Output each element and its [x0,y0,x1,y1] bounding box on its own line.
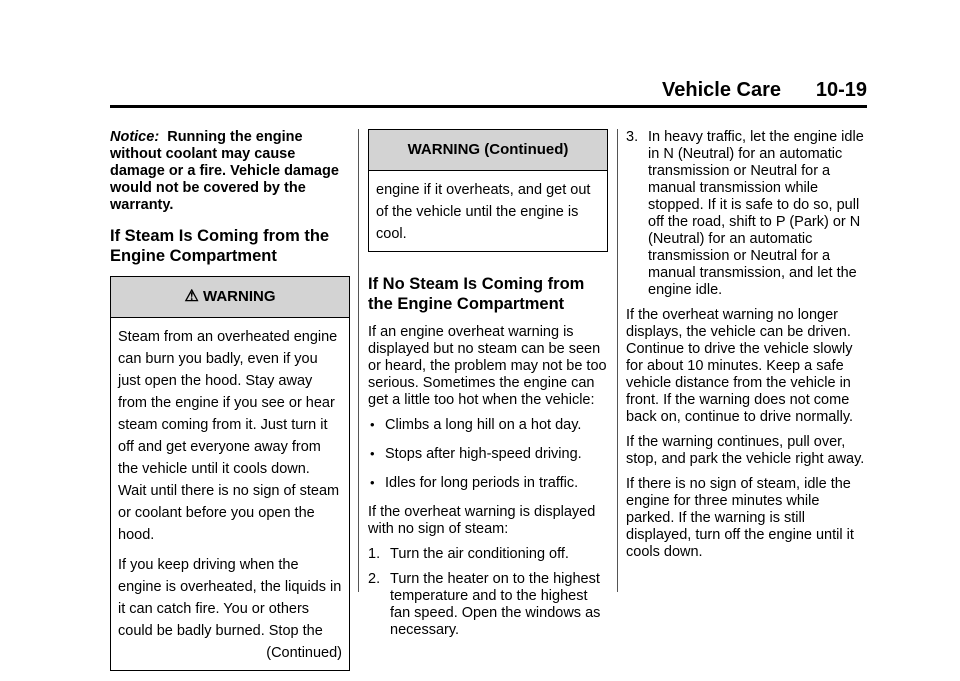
step-text: In heavy traffic, let the engine idle in N (Neutral) for an automatic transmission or Neutral for a manual transmission while stopped. If it is safe to do so, pull off the road, shift to P (Park) or N (Neutral) for an automatic transmission or Neutral for a manual transmission, and let the engine idle. [648,129,864,298]
list-item [368,546,608,563]
section-heading: If No Steam Is Coming from the Engine Compartment [368,275,585,313]
numbered-list [368,546,608,639]
step-number: 3. [626,129,639,145]
warning-paragraph: If you keep driving when the engine is overheated, the liquids in it can catch fire. You or others could be badly burned. Stop the [118,557,342,639]
warning-paragraph: Steam from an overheated engine can burn you badly, even if you just open the hood. Stay away from the engine if you see or hear steam coming from it. Just turn it off and get everyone away from the vehicle until it cools down. Wait until there is no sign of steam or coolant before you open the hood. [118,329,340,543]
list-item [368,571,608,639]
notice-label: Notice: [110,129,160,145]
paragraph: If there is no sign of steam, idle the engine for three minutes while parked. If the warning is still displayed, turn off the engine until it cools down. [626,476,854,560]
warning-body [369,171,607,251]
warning-title: WARNING [203,288,276,305]
warning-header: WARNING (Continued) [369,130,607,171]
page-header [110,79,867,108]
section-heading: If Steam Is Coming from the Engine Compartment [110,227,330,265]
column-1 [110,129,350,681]
paragraph: If the overheat warning is displayed with no sign of steam: [368,504,596,537]
section-title: Vehicle Care [662,79,781,101]
warning-paragraph: engine if it overheats, and get out of the vehicle until the engine is cool. [376,182,591,242]
list-item: • Stops after high-speed driving. [368,446,608,463]
paragraph: If an engine overheat warning is displayed but no steam can be seen or heard, the problem may not be too serious. Sometimes the engine can get a little too hot when the vehicle: [368,324,607,408]
paragraph: If the overheat warning no longer displays, the vehicle can be driven. Continue to drive the vehicle slowly for about 10 minutes. Keep a safe vehicle distance from the vehicle in front. If the warning does not come back on, continue to drive normally. [626,307,854,425]
notice-text: Running the engine without coolant may cause damage or a fire. Vehicle damage would not be covered by the warranty. [110,129,339,213]
list-item: • Climbs a long hill on a hot day. [368,417,608,434]
step-text: Turn the air conditioning off. [390,546,569,562]
warning-triangle-icon: ⚠ [184,288,199,305]
column-divider [617,129,618,592]
list-item [626,129,868,299]
warning-box-continued [368,129,608,252]
numbered-list [626,129,868,299]
warning-box [110,276,350,671]
warning-header [111,277,349,318]
step-number: 2. [368,571,381,587]
bullet-list [368,417,608,492]
step-number: 1. [368,546,381,562]
page-number: 10-19 [815,79,867,101]
list-item: • Idles for long periods in traffic. [368,475,608,492]
step-text: Turn the heater on to the highest temperature and to the highest fan speed. Open the windows as necessary. [390,571,601,638]
paragraph: If the warning continues, pull over, stop, and park the vehicle right away. [626,434,865,467]
column-2 [368,129,608,647]
column-3 [626,129,868,569]
warning-body [111,318,349,670]
continued-label: (Continued) [266,645,342,661]
notice [110,129,350,214]
column-divider [358,129,359,592]
